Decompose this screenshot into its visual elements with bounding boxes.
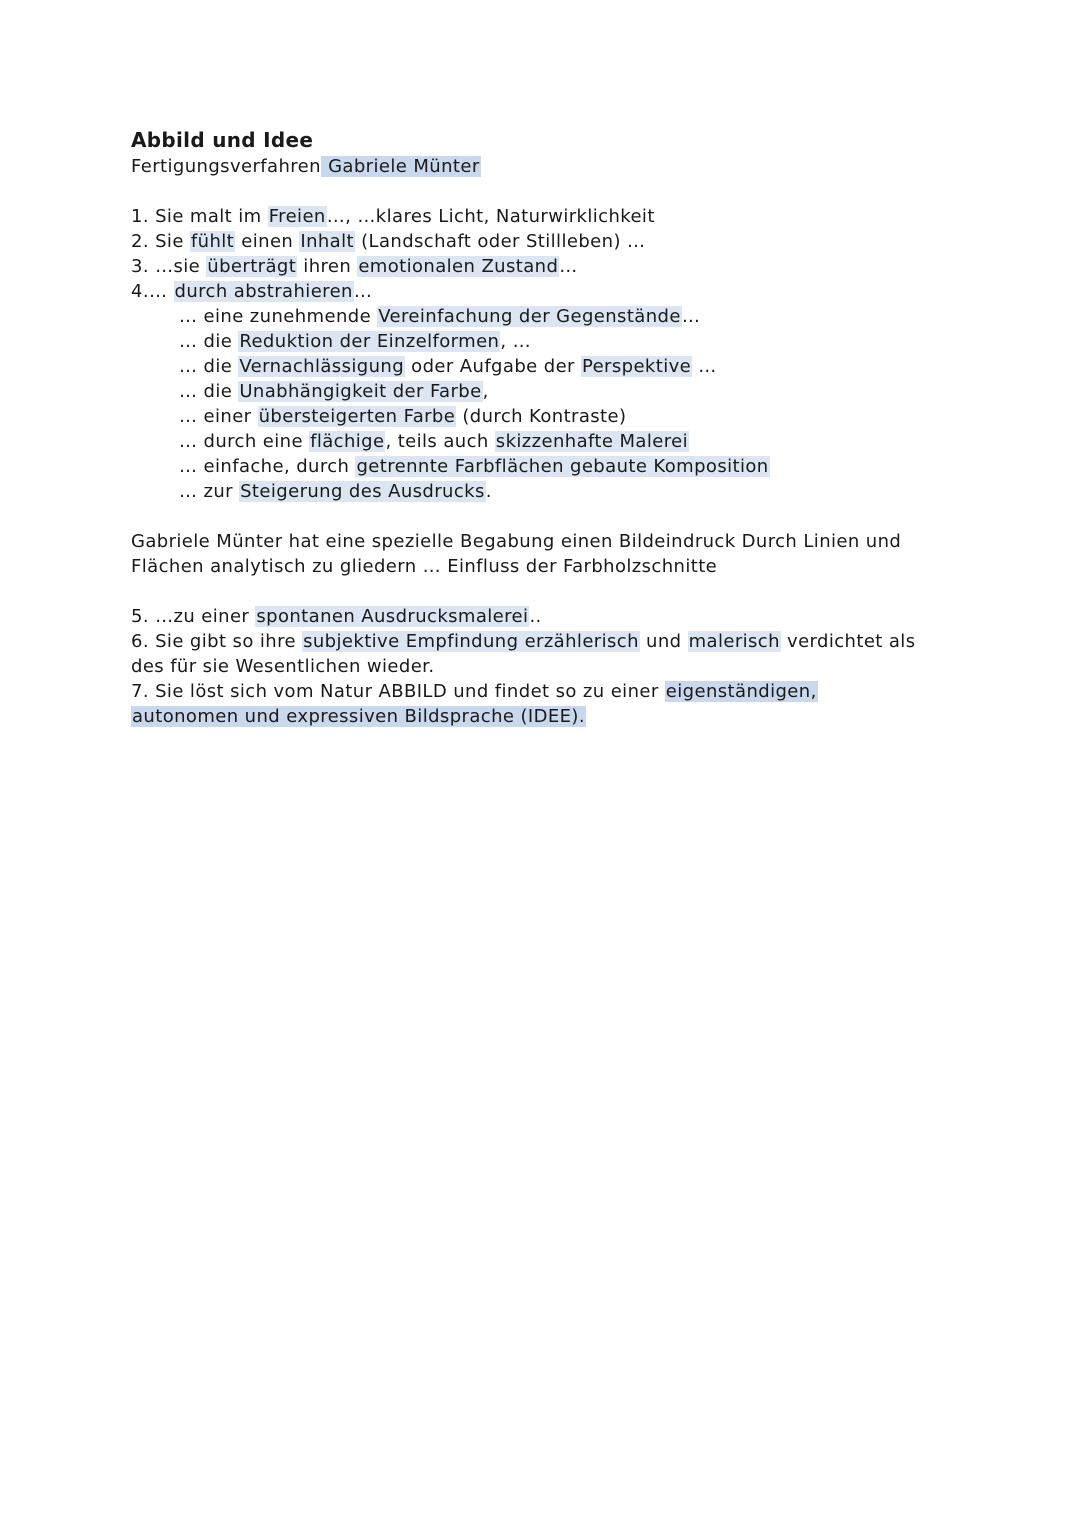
text: 3. …sie xyxy=(131,256,207,277)
text: … xyxy=(681,306,701,327)
highlighted-text: subjektive Empfindung erzählerisch xyxy=(303,631,639,652)
text: 1. Sie malt im xyxy=(131,206,268,227)
highlighted-text: skizzenhafte Malerei xyxy=(495,431,689,452)
numbered-list-2 xyxy=(131,604,951,729)
sub-list-item xyxy=(131,379,951,404)
text: 4.… xyxy=(131,281,174,302)
text: verdichtet als xyxy=(780,631,916,652)
list-item xyxy=(131,254,951,279)
text: … einfache, durch xyxy=(179,456,356,477)
text: . xyxy=(485,481,492,502)
subtitle-prefix: Fertigungsverfahren xyxy=(131,156,321,177)
spacer xyxy=(131,579,951,604)
text: 5. …zu einer xyxy=(131,606,256,627)
highlighted-text: Unabhängigkeit der Farbe xyxy=(239,381,482,402)
list-item xyxy=(131,229,951,254)
highlighted-text: flächige xyxy=(310,431,385,452)
highlighted-text: spontanen Ausdrucksmalerei xyxy=(256,606,529,627)
text: (Landschaft oder Stillleben) … xyxy=(354,231,646,252)
highlighted-text: Inhalt xyxy=(300,231,354,252)
text: … xyxy=(559,256,578,277)
numbered-list xyxy=(131,204,951,304)
list-item xyxy=(131,704,951,729)
text: … die xyxy=(179,356,239,377)
text: , … xyxy=(500,331,532,352)
text: … einer xyxy=(179,406,258,427)
sub-list-item xyxy=(131,354,951,379)
sub-list-item xyxy=(131,329,951,354)
text: …, …klares Licht, Naturwirklichkeit xyxy=(326,206,655,227)
text: , teils auch xyxy=(385,431,495,452)
document-content xyxy=(131,126,951,729)
text: … die xyxy=(179,381,239,402)
highlighted-text: Reduktion der Einzelformen xyxy=(239,331,500,352)
text: … zur xyxy=(179,481,240,502)
highlighted-text: durch abstrahieren xyxy=(174,281,353,302)
spacer xyxy=(131,504,951,529)
highlighted-text: fühlt xyxy=(190,231,235,252)
text: ihren xyxy=(297,256,358,277)
highlighted-text: überträgt xyxy=(207,256,297,277)
highlighted-text: emotionalen Zustand xyxy=(358,256,559,277)
sub-list-item xyxy=(131,479,951,504)
text: … xyxy=(353,281,373,302)
highlighted-text: Freien xyxy=(268,206,326,227)
text: … eine zunehmende xyxy=(179,306,378,327)
subtitle-highlight: Gabriele Münter xyxy=(321,156,481,177)
list-item xyxy=(131,629,951,654)
highlighted-text: übersteigerten Farbe xyxy=(258,406,456,427)
sub-list xyxy=(131,304,951,504)
text: 6. Sie gibt so ihre xyxy=(131,631,303,652)
list-item xyxy=(131,604,951,629)
text: , xyxy=(482,381,489,402)
document-subtitle xyxy=(131,154,951,179)
sub-list-item xyxy=(131,304,951,329)
highlighted-text: getrennte Farbflächen gebaute Komposition xyxy=(356,456,769,477)
sub-list-item xyxy=(131,454,951,479)
text: (durch Kontraste) xyxy=(456,406,627,427)
highlighted-text: eigenständigen, xyxy=(665,681,817,702)
paragraph-line-2: Flächen analytisch zu gliedern … Einfluss der Farbholzschnitte xyxy=(131,556,718,577)
text: 2. Sie xyxy=(131,231,190,252)
highlighted-text: autonomen und expressiven Bildsprache (IDEE). xyxy=(132,706,585,727)
text: … xyxy=(692,356,717,377)
list-item xyxy=(131,654,951,679)
list-item xyxy=(131,279,951,304)
text: einen xyxy=(235,231,300,252)
document-title: Abbild und Idee xyxy=(131,128,314,152)
sub-list-item xyxy=(131,429,951,454)
paragraph-line-1: Gabriele Münter hat eine spezielle Begabung einen Bildeindruck Durch Linien und xyxy=(131,531,902,552)
sub-list-item xyxy=(131,404,951,429)
highlighted-text: malerisch xyxy=(688,631,780,652)
text: des für sie Wesentlichen wieder. xyxy=(131,656,435,677)
text: oder Aufgabe der xyxy=(405,356,581,377)
highlighted-text: Vereinfachung der Gegenstände xyxy=(378,306,681,327)
text: .. xyxy=(529,606,542,627)
list-item xyxy=(131,679,951,704)
highlighted-text: Steigerung des Ausdrucks xyxy=(240,481,485,502)
list-item xyxy=(131,204,951,229)
text: … durch eine xyxy=(179,431,310,452)
highlighted-text: Vernachlässigung xyxy=(239,356,405,377)
text: 7. Sie löst sich vom Natur ABBILD und findet so zu einer xyxy=(131,681,665,702)
text: … die xyxy=(179,331,239,352)
spacer xyxy=(131,179,951,204)
highlighted-text: Perspektive xyxy=(581,356,692,377)
text: und xyxy=(639,631,688,652)
